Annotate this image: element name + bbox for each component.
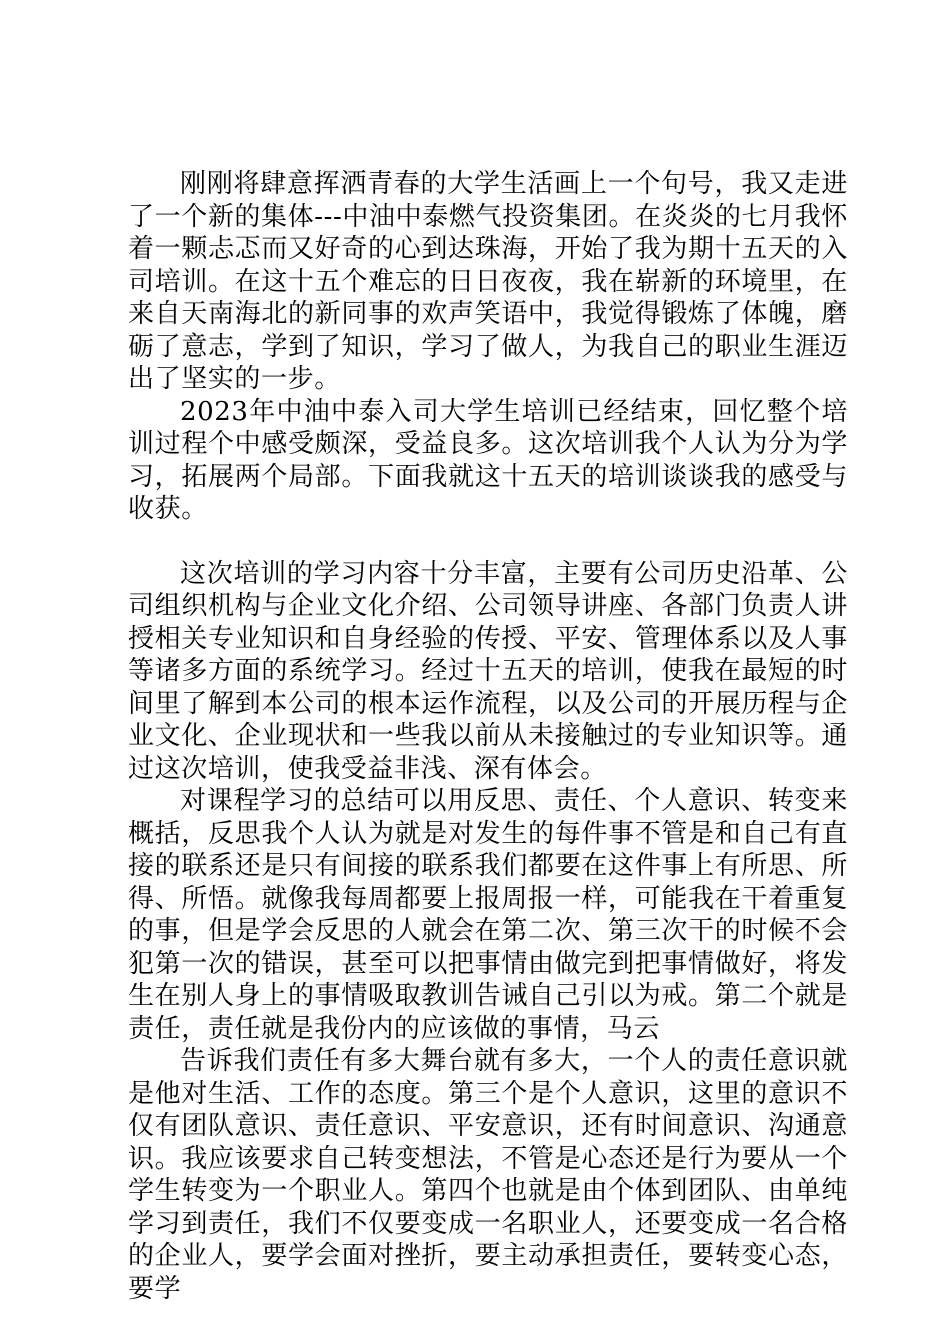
paragraph-summary: 2023年中油中泰入司大学生培训已经结束，回忆整个培训过程个中感受颇深，受益良多。这次培训我个人认为分为学习，拓展两个局部。下面我就这十五天的培训谈谈我的感受与收获。 [128, 396, 848, 524]
paragraph-learning-content: 这次培训的学习内容十分丰富，主要有公司历史沿革、公司组织机构与企业文化介绍、公司领导讲座、各部门负责人讲授相关专业知识和自身经验的传授、平安、管理体系以及人事等诸多方面的系统学习。经过十五天的培训，使我在最短的时间里了解到本公司的根本运作流程，以及公司的开展历程与企业文化、企业现状和一些我以前从未接触过的专业知识等。通过这次培训，使我受益非浅、深有体会。 [128, 558, 848, 784]
document-body [128, 168, 848, 1305]
paragraph-responsibility: 告诉我们责任有多大舞台就有多大，一个人的责任意识就是他对生活、工作的态度。第三个是个人意识，这里的意识不仅有团队意识、责任意识、平安意识，还有时间意识、沟通意识。我应该要求自己转变想法，不管是心态还是行为要从一个学生转变为一个职业人。第四个也就是由个体到团队、由单纯学习到责任，我们不仅要变成一名职业人，还要变成一名合格的企业人，要学会面对挫折，要主动承担责任，要转变心态，要学 [128, 1046, 848, 1304]
paragraph-intro: 刚刚将肆意挥洒青春的大学生活画上一个句号，我又走进了一个新的集体---中油中泰燃气投资集团。在炎炎的七月我怀着一颗忐忑而又好奇的心到达珠海，开始了我为期十五天的入司培训。在这十五个难忘的日日夜夜，我在崭新的环境里，在来自天南海北的新同事的欢声笑语中，我觉得锻炼了体魄，磨砺了意志，学到了知识，学习了做人，为我自己的职业生涯迈出了坚实的一步。 [128, 169, 848, 394]
paragraph-course-reflection: 对课程学习的总结可以用反思、责任、个人意识、转变来概括，反思我个人认为就是对发生的每件事不管是和自己有直接的联系还是只有间接的联系我们都要在这件事上有所思、所得、所悟。就像我每周都要上报周报一样，可能我在干着重复的事，但是学会反思的人就会在第二次、第三次干的时候不会犯第一次的错误，甚至可以把事情由做完到把事情做好，将发生在别人身上的事情吸取教训告诫自己引以为戒。第二个就是责任，责任就是我份内的应该做的事情，马云 [128, 786, 848, 1044]
